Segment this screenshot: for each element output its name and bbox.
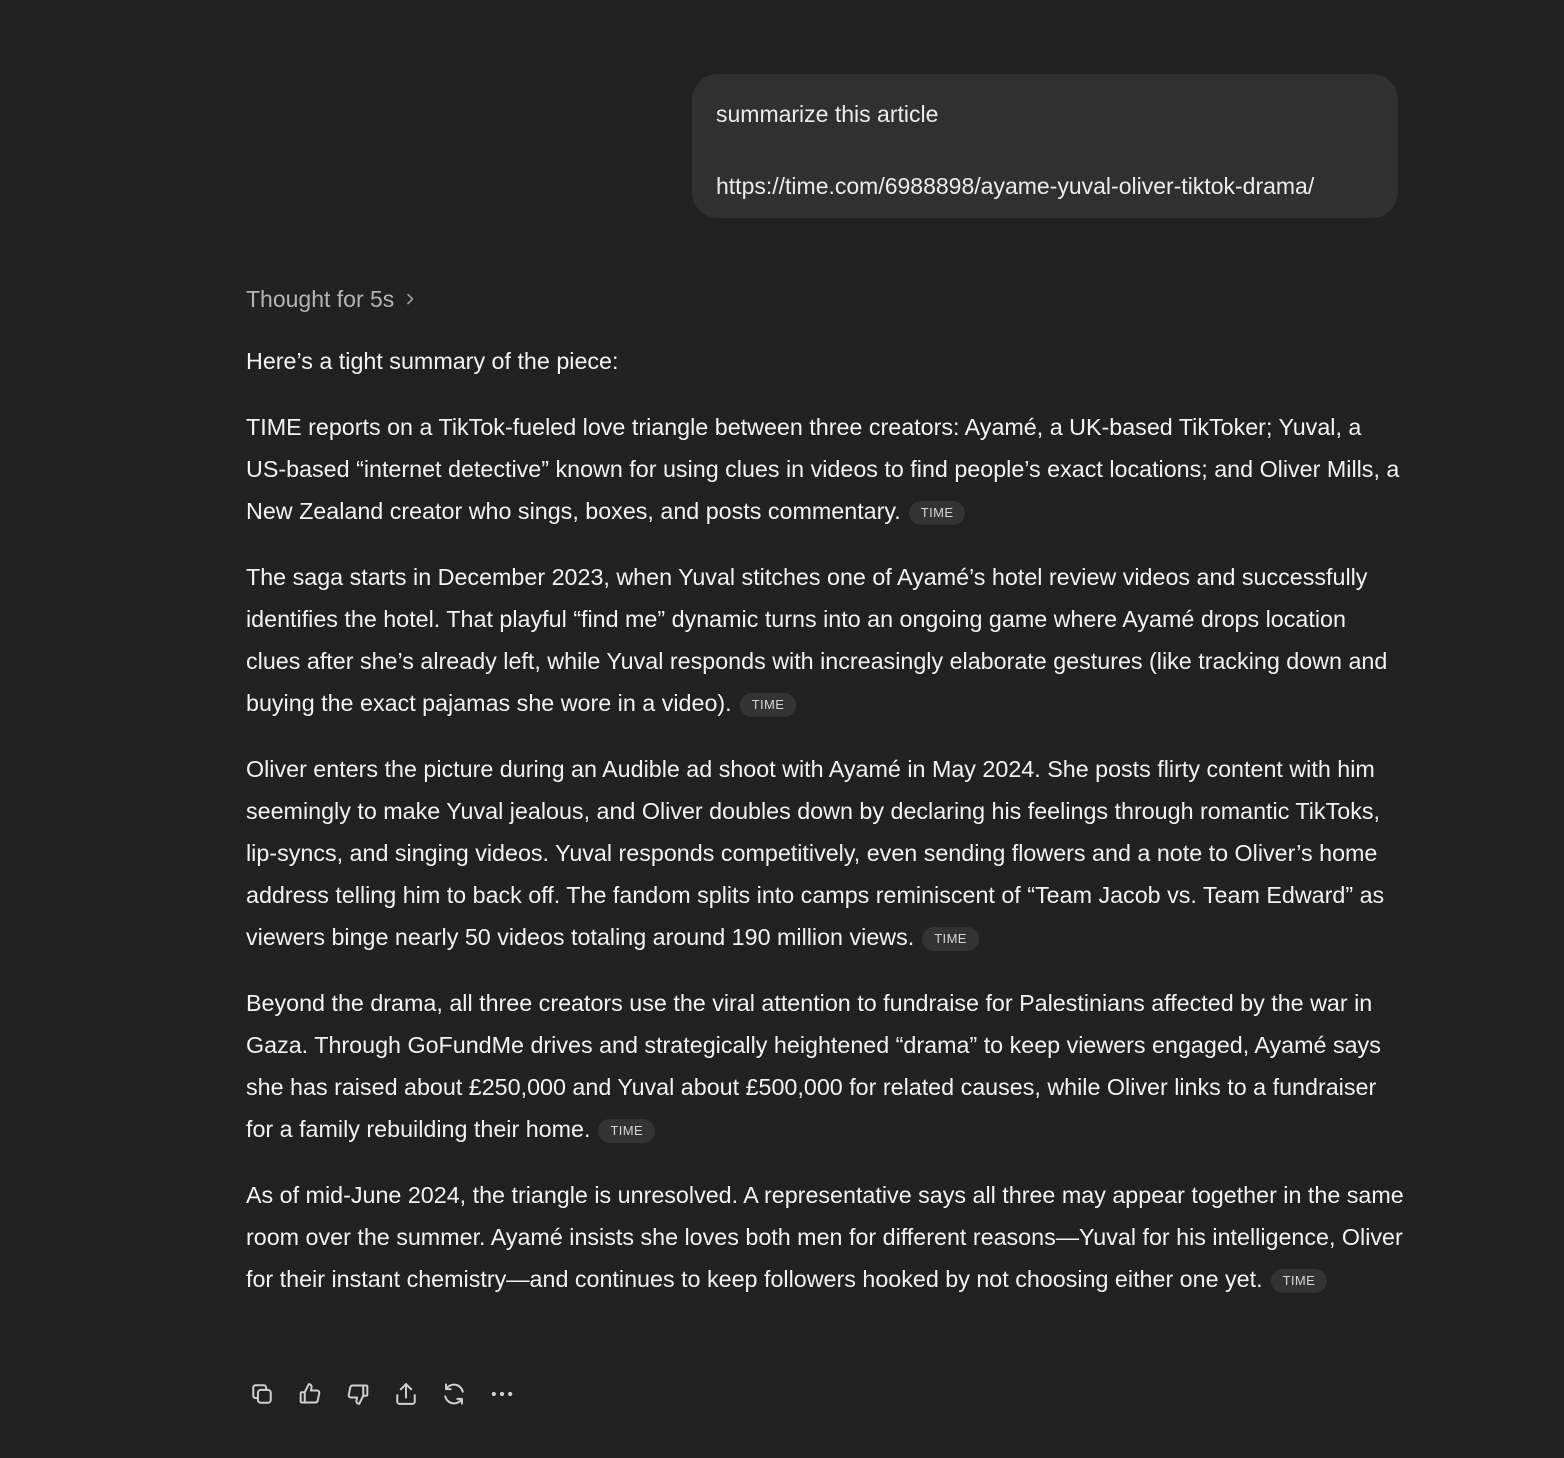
paragraph-text: Beyond the drama, all three creators use the viral attention to fundraise for Palestinians affected by the war in Gaza. Through GoFundMe drives and strategically heightened “drama” to keep viewers engaged, Ayamé says she has raised about £250,000 and Yuval about £500,000 for related causes, while Oliver links to a fundraiser for a family rebuilding their home. [246,990,1381,1142]
paragraph-text: TIME reports on a TikTok-fueled love triangle between three creators: Ayamé, a UK-based TikToker; Yuval, a US-based “internet detective” known for using clues in videos to find people’s exact locations; and Oliver Mills, a New Zealand creator who sings, boxes, and posts commentary. [246,414,1400,524]
user-message-spacer [716,132,1374,168]
response-paragraph [246,406,1406,532]
response-action-bar [246,1380,518,1412]
thought-label: Thought for 5s [246,286,395,312]
response-paragraph [246,982,1406,1150]
user-message-bubble [692,74,1398,218]
more-button[interactable] [486,1380,518,1412]
share-button[interactable] [390,1380,422,1412]
thumbs-up-icon [296,1380,324,1413]
thumbs-down-button[interactable] [342,1380,374,1412]
thumbs-down-icon [344,1380,372,1413]
response-paragraph [246,748,1406,958]
thumbs-up-button[interactable] [294,1380,326,1412]
citation-pill[interactable]: TIME [740,693,797,717]
regenerate-button[interactable] [438,1380,470,1412]
copy-button[interactable] [246,1380,278,1412]
thought-toggle[interactable] [246,286,418,313]
chevron-right-icon [402,286,418,313]
share-icon [392,1380,420,1413]
assistant-response [246,340,1406,1324]
copy-icon [248,1380,276,1413]
citation-pill[interactable]: TIME [598,1119,655,1143]
paragraph-text: As of mid-June 2024, the triangle is unresolved. A representative says all three may appear together in the same room over the summer. Ayamé insists she loves both men for different reasons—Yuval for his intelligence, Oliver for their instant chemistry—and continues to keep followers hooked by not choosing either one yet. [246,1182,1404,1292]
response-intro: Here’s a tight summary of the piece: [246,348,619,374]
response-paragraph [246,556,1406,724]
citation-pill[interactable]: TIME [922,927,979,951]
more-icon [488,1380,516,1413]
paragraph-text: Oliver enters the picture during an Audible ad shoot with Ayamé in May 2024. She posts flirty content with him seemingly to make Yuval jealous, and Oliver doubles down by declaring his feelings through romantic TikToks, lip-syncs, and singing videos. Yuval responds competitively, even sending flowers and a note to Oliver’s home address telling him to back off. The fandom splits into camps reminiscent of “Team Jacob vs. Team Edward” as viewers binge nearly 50 videos totaling around 190 million views. [246,756,1385,950]
paragraph-text: The saga starts in December 2023, when Yuval stitches one of Ayamé’s hotel review videos and successfully identifies the hotel. That playful “find me” dynamic turns into an ongoing game where Ayamé drops location clues after she’s already left, while Yuval responds with increasingly elaborate gestures (like tracking down and buying the exact pajamas she wore in a video). [246,564,1388,716]
user-message-url[interactable]: https://time.com/6988898/ayame-yuval-oliver-tiktok-drama/ [716,173,1315,199]
user-message-line-1: summarize this article [716,101,939,127]
regenerate-icon [440,1380,468,1413]
citation-pill[interactable]: TIME [909,501,966,525]
citation-pill[interactable]: TIME [1271,1269,1328,1293]
response-paragraph [246,1174,1406,1300]
